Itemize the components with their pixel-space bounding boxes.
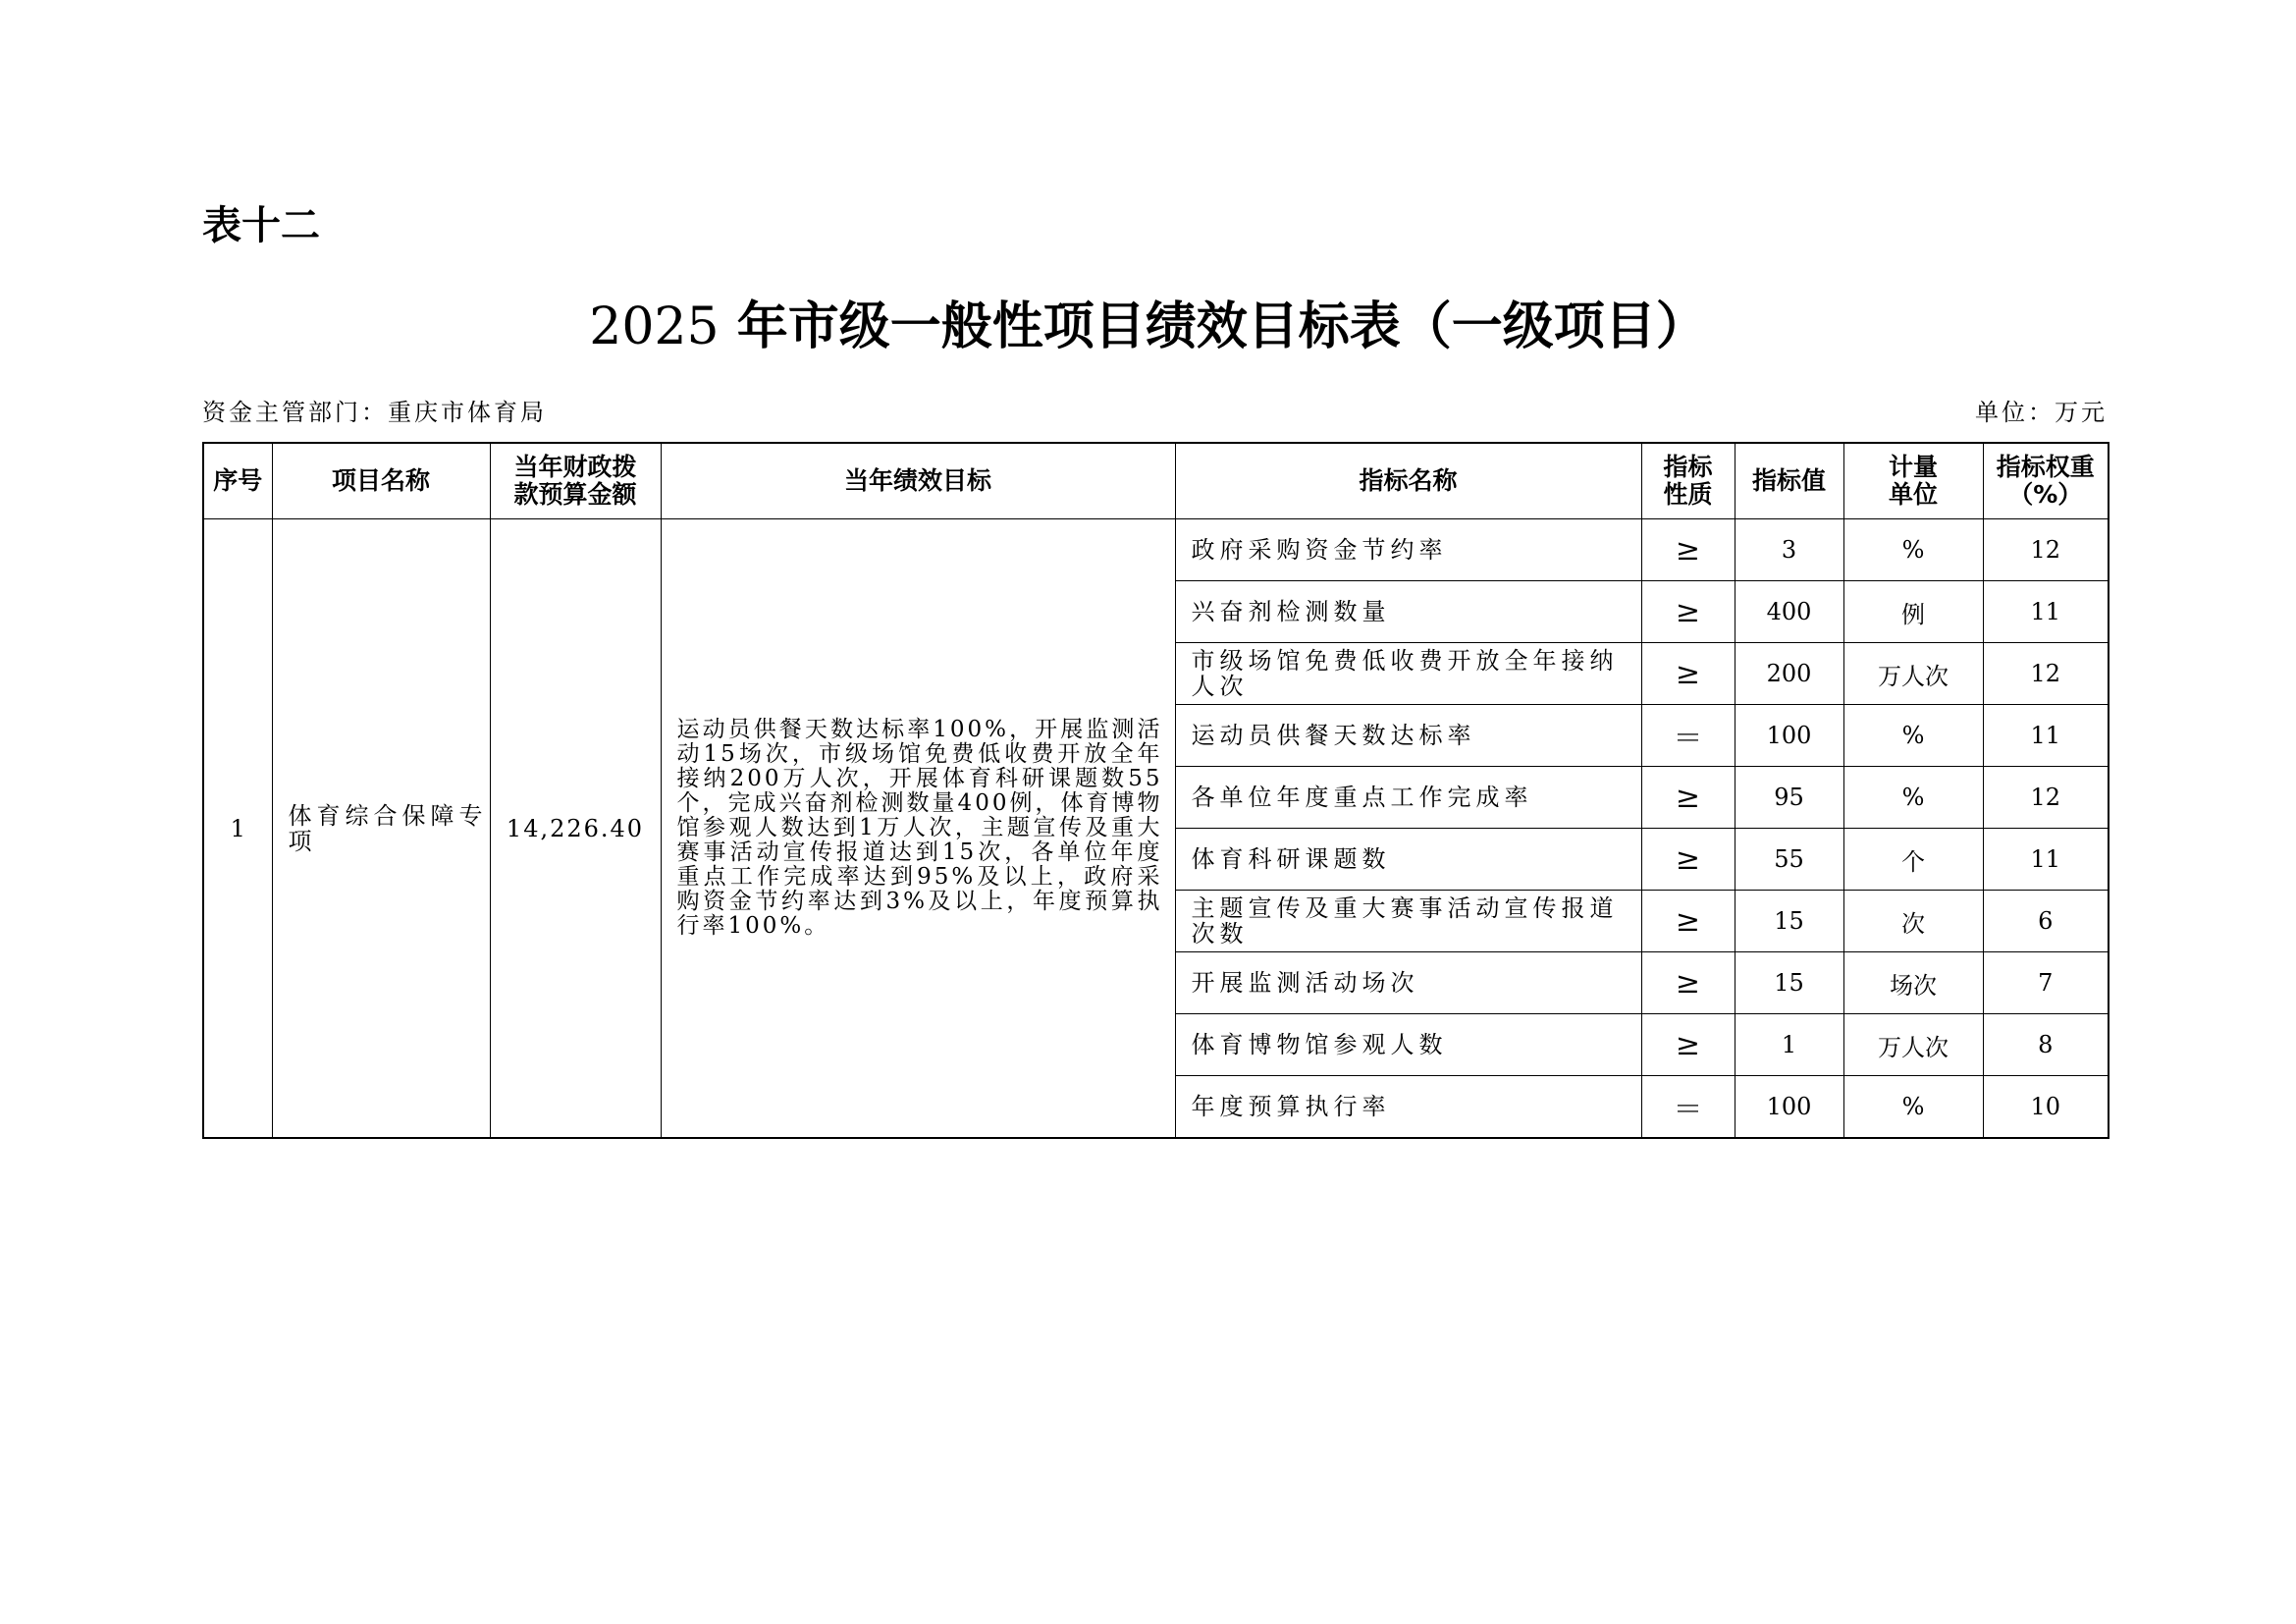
cell-indicator-type: ≥: [1641, 519, 1735, 581]
department-label: 资金主管部门：重庆市体育局: [202, 399, 547, 426]
cell-indicator-name: 开展监测活动场次: [1175, 952, 1641, 1014]
cell-budget-amount: 14,226.40: [490, 519, 661, 1139]
cell-annual-goal: 运动员供餐天数达标率100%，开展监测活动15场次，市级场馆免费低收费开放全年接纳200万人次，开展体育科研课题数55个，完成兴奋剂检测数量400例，体育博物馆参观人数达到1万人次，主题宣传及重大赛事活动宣传报道达到15次，各单位年度重点工作完成率达到95%及以上，政府采购资金节约率达到3%及以上，年度预算执行率100%。: [661, 519, 1175, 1139]
cell-weight: 12: [1983, 519, 2109, 581]
cell-indicator-name: 兴奋剂检测数量: [1175, 581, 1641, 643]
cell-indicator-value: 100: [1735, 1076, 1843, 1139]
cell-indicator-type: ≥: [1641, 767, 1735, 829]
cell-indicator-name: 市级场馆免费低收费开放全年接纳人次: [1175, 643, 1641, 705]
table-row: [203, 519, 2109, 581]
cell-indicator-name: 体育博物馆参观人数: [1175, 1014, 1641, 1076]
cell-indicator-value: 3: [1735, 519, 1843, 581]
header-indicator-type-label: 指标性质: [1663, 453, 1713, 509]
cell-indicator-value: 1: [1735, 1014, 1843, 1076]
performance-table: [202, 442, 2109, 1139]
cell-unit: 万人次: [1843, 643, 1983, 705]
cell-indicator-value: 15: [1735, 891, 1843, 952]
cell-indicator-name: 运动员供餐天数达标率: [1175, 705, 1641, 767]
header-annual-goal-label: 当年绩效目标: [843, 466, 991, 495]
cell-weight: 6: [1983, 891, 2109, 952]
cell-indicator-type: ＝: [1641, 705, 1735, 767]
header-seq-label: 序号: [213, 466, 263, 495]
title-text: 年市级一般性项目绩效目标表（一级项目）: [736, 298, 1707, 356]
cell-weight: 12: [1983, 767, 2109, 829]
page-title: [0, 285, 2296, 358]
cell-indicator-name: 各单位年度重点工作完成率: [1175, 767, 1641, 829]
cell-unit: %: [1843, 705, 1983, 767]
cell-indicator-value: 15: [1735, 952, 1843, 1014]
cell-unit: 个: [1843, 829, 1983, 891]
header-seq: [203, 443, 272, 519]
cell-indicator-name: 政府采购资金节约率: [1175, 519, 1641, 581]
cell-indicator-value: 55: [1735, 829, 1843, 891]
header-annual-goal: [661, 443, 1175, 519]
title-year: 2025: [589, 298, 720, 356]
header-unit-label: 计量单位: [1888, 453, 1938, 509]
cell-weight: 10: [1983, 1076, 2109, 1139]
cell-indicator-type: ≥: [1641, 643, 1735, 705]
cell-indicator-name: 体育科研课题数: [1175, 829, 1641, 891]
cell-unit: 场次: [1843, 952, 1983, 1014]
cell-unit: 次: [1843, 891, 1983, 952]
header-project-name-label: 项目名称: [331, 466, 430, 495]
header-row: [203, 443, 2109, 519]
cell-project-name: 体育综合保障专项: [272, 519, 490, 1139]
cell-indicator-value: 400: [1735, 581, 1843, 643]
cell-unit: %: [1843, 519, 1983, 581]
header-budget-amount-label: 当年财政拨款预算金额: [513, 453, 637, 509]
cell-weight: 11: [1983, 705, 2109, 767]
cell-unit: %: [1843, 767, 1983, 829]
cell-indicator-type: ＝: [1641, 1076, 1735, 1139]
cell-indicator-type: ≥: [1641, 829, 1735, 891]
cell-indicator-value: 100: [1735, 705, 1843, 767]
header-project-name: [272, 443, 490, 519]
table-number: 表十二: [202, 203, 320, 248]
unit-label: 单位：万元: [1975, 399, 2108, 426]
cell-indicator-value: 95: [1735, 767, 1843, 829]
header-indicator-name: [1175, 443, 1641, 519]
cell-indicator-type: ≥: [1641, 891, 1735, 952]
cell-unit: 万人次: [1843, 1014, 1983, 1076]
header-indicator-type: [1641, 443, 1735, 519]
cell-indicator-type: ≥: [1641, 952, 1735, 1014]
header-indicator-value: [1735, 443, 1843, 519]
header-unit: [1843, 443, 1983, 519]
cell-indicator-type: ≥: [1641, 581, 1735, 643]
cell-unit: %: [1843, 1076, 1983, 1139]
header-weight-label: 指标权重（%）: [1996, 453, 2095, 509]
cell-indicator-name: 年度预算执行率: [1175, 1076, 1641, 1139]
cell-seq: 1: [203, 519, 272, 1139]
header-indicator-value-label: 指标值: [1751, 466, 1826, 495]
header-weight: [1983, 443, 2109, 519]
cell-indicator-value: 200: [1735, 643, 1843, 705]
cell-weight: 8: [1983, 1014, 2109, 1076]
header-budget-amount: [490, 443, 661, 519]
cell-unit: 例: [1843, 581, 1983, 643]
cell-weight: 12: [1983, 643, 2109, 705]
cell-indicator-type: ≥: [1641, 1014, 1735, 1076]
cell-weight: 7: [1983, 952, 2109, 1014]
header-indicator-name-label: 指标名称: [1359, 466, 1458, 495]
cell-indicator-name: 主题宣传及重大赛事活动宣传报道次数: [1175, 891, 1641, 952]
cell-weight: 11: [1983, 829, 2109, 891]
cell-weight: 11: [1983, 581, 2109, 643]
